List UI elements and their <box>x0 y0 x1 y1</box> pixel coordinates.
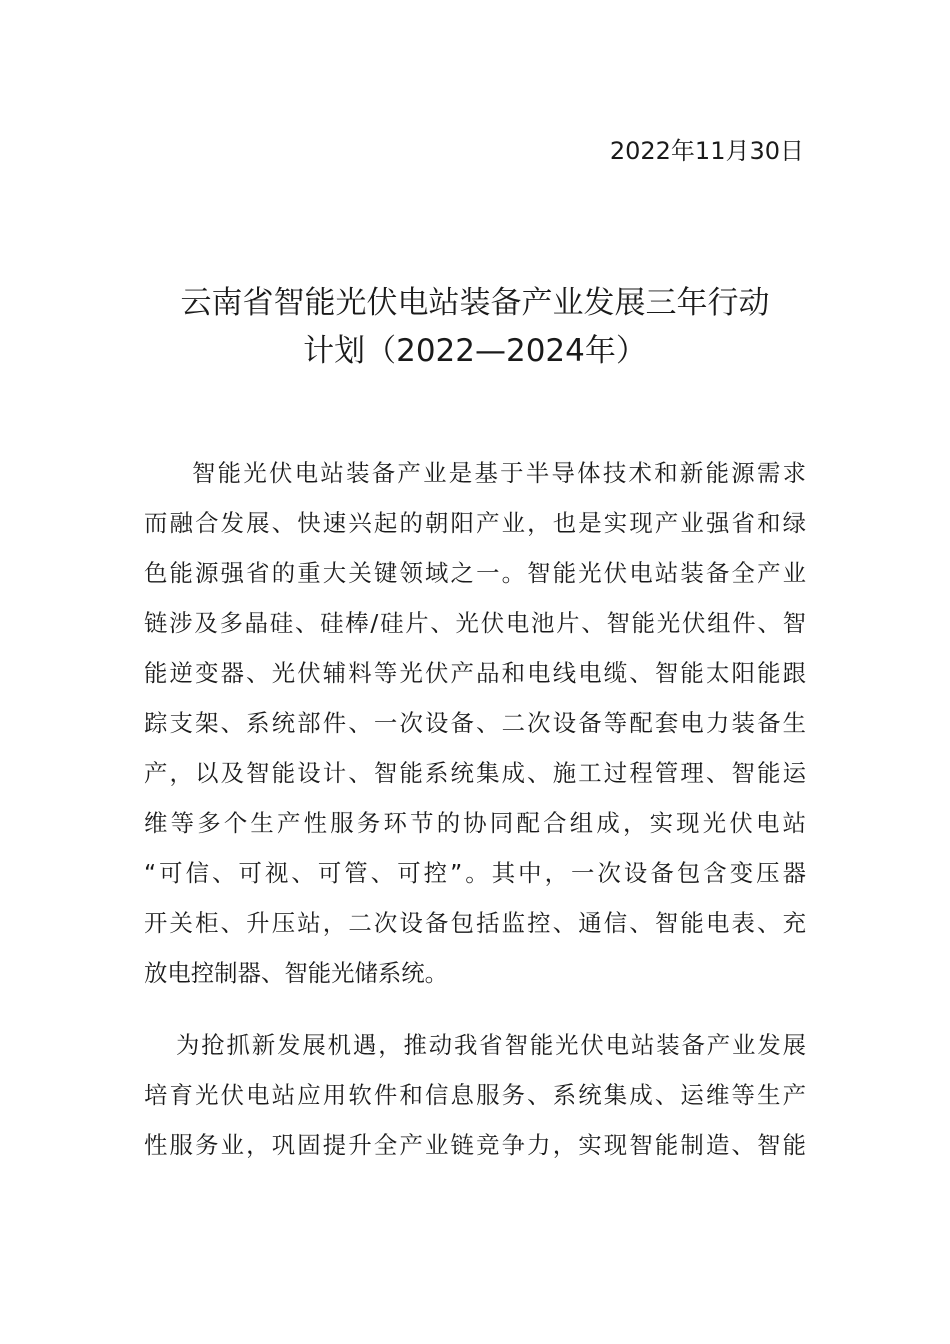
paragraph-line: 开关柜、升压站，二次设备包括监控、通信、智能电表、充 <box>144 909 806 937</box>
paragraph-line: 而融合发展、快速兴起的朝阳产业，也是实现产业强省和绿 <box>144 509 806 537</box>
paragraph-line: 色能源强省的重大关键领域之一。智能光伏电站装备全产业 <box>144 559 806 587</box>
paragraph-line: 踪支架、系统部件、一次设备、二次设备等配套电力装备生 <box>144 709 806 737</box>
paragraph-line: 智能光伏电站装备产业是基于半导体技术和新能源需求 <box>192 459 806 487</box>
title-line-2: 计划（2022—2024年） <box>303 333 647 369</box>
paragraph-line: 培育光伏电站应用软件和信息服务、系统集成、运维等生产 <box>144 1081 806 1109</box>
paragraph-line: 维等多个生产性服务环节的协同配合组成，实现光伏电站 <box>144 809 806 837</box>
paragraph-line: 性服务业，巩固提升全产业链竞争力，实现智能制造、智能 <box>144 1131 806 1159</box>
paragraph-line: 放电控制器、智能光储系统。 <box>144 959 449 987</box>
title-line-1: 云南省智能光伏电站装备产业发展三年行动 <box>180 285 770 321</box>
document-body <box>144 448 806 1170</box>
paragraph-line: 为抢抓新发展机遇，推动我省智能光伏电站装备产业发展 <box>176 1031 806 1059</box>
paragraph-line: 能逆变器、光伏辅料等光伏产品和电线电缆、智能太阳能跟 <box>144 659 806 687</box>
paragraph-line: 产，以及智能设计、智能系统集成、施工过程管理、智能运 <box>144 759 806 787</box>
paragraph-2 <box>144 1020 806 1170</box>
paragraph-1 <box>144 448 806 998</box>
paragraph-line: 链涉及多晶硅、硅棒/硅片、光伏电池片、智能光伏组件、智 <box>144 609 806 637</box>
document-title <box>140 279 810 375</box>
paragraph-line: “可信、可视、可管、可控”。其中，一次设备包含变压器 <box>144 859 806 887</box>
document-date: 2022年11月30日 <box>609 137 804 165</box>
paragraph-gap <box>144 998 806 1020</box>
